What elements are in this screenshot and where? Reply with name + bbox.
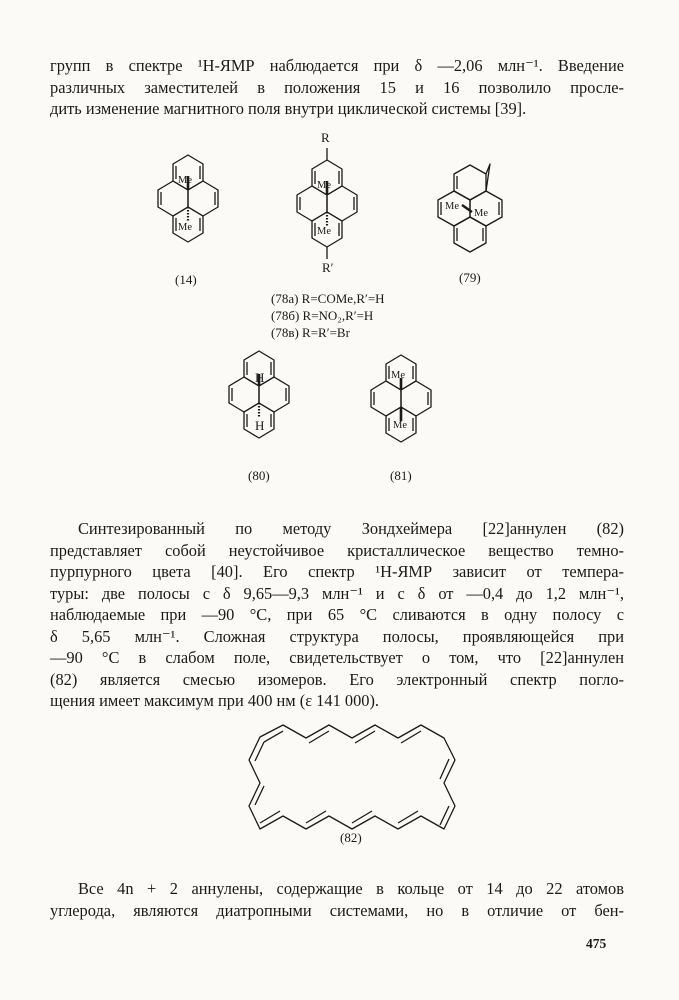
text-line: Все 4n + 2 аннулены, содержащие в кольце от 14 до 22 атомов bbox=[78, 879, 624, 898]
variant-78c: (78в) R=R′=Br bbox=[271, 325, 350, 340]
structure-78 bbox=[297, 148, 357, 259]
compound-label-14: (14) bbox=[175, 272, 197, 287]
compound-label-81: (81) bbox=[390, 468, 412, 483]
variant-78a: (78а) R=COMe,R′=H bbox=[271, 291, 385, 306]
text-line: туры: две полосы с δ 9,65—9,3 млн⁻¹ и с δ от —0,4 до 1,2 млн⁻¹, bbox=[50, 583, 624, 603]
compound-label-80: (80) bbox=[248, 468, 270, 483]
r-prime-label: R′ bbox=[322, 260, 334, 275]
me-label-14-bottom: Me bbox=[178, 222, 192, 233]
text-line: щения имеет максимум при 400 нм (ε 141 000). bbox=[50, 691, 380, 710]
compound-78-variants bbox=[271, 290, 385, 341]
compound-label-82: (82) bbox=[340, 830, 362, 845]
h-label-80-top: H bbox=[255, 370, 265, 385]
text-line: различных заместителей в положения 15 и 16 позволило просле- bbox=[50, 77, 624, 97]
text-line: представляет собой неустойчивое кристаллическое вещество темно- bbox=[50, 540, 624, 560]
text-line: групп в спектре ¹H-ЯМР наблюдается при δ —2,06 млн⁻¹. Введение bbox=[50, 56, 624, 75]
text-line: углерода, являются диатропными системами, но в отличие от бен- bbox=[50, 900, 624, 920]
paragraph-middle bbox=[50, 518, 624, 712]
me-label-79-right: Me bbox=[474, 208, 488, 219]
h-label-80-bottom: H bbox=[255, 418, 265, 433]
structure-82 bbox=[249, 725, 455, 829]
paragraph-bottom bbox=[50, 878, 624, 921]
text-line: δ 5,65 млн⁻¹. Сложная структура полосы, проявляющейся при bbox=[50, 626, 624, 646]
text-line: Синтезированный по методу Зондхеймера [22]аннулен (82) bbox=[78, 519, 624, 538]
me-label-81-bottom: Me bbox=[393, 420, 407, 431]
page-number: 475 bbox=[586, 936, 607, 951]
me-label-14-top: Me bbox=[178, 175, 192, 186]
text-line: пурпурного цвета [40]. Его спектр ¹H-ЯМР зависит от темпера- bbox=[50, 562, 624, 581]
compound-label-79: (79) bbox=[459, 270, 481, 285]
text-line: дить изменение магнитного поля внутри циклической системы [39]. bbox=[50, 99, 527, 118]
text-line: —90 °C в слабом поле, свидетельствует о том, что [22]аннулен bbox=[50, 648, 624, 667]
text-line: наблюдаемые при —90 °C, при 65 °C сливаются в одну полосу с bbox=[50, 605, 624, 624]
me-label-81-top: Me bbox=[391, 370, 405, 381]
r-label: R bbox=[321, 130, 330, 145]
me-label-78-top: Me bbox=[317, 180, 331, 191]
me-label-78-bottom: Me bbox=[317, 226, 331, 237]
me-label-79-left: Me bbox=[445, 201, 459, 212]
variant-78b: (78б) R=NO₂,R′=H bbox=[271, 308, 374, 323]
text-line: (82) является смесью изомеров. Его электронный спектр погло- bbox=[50, 669, 624, 689]
